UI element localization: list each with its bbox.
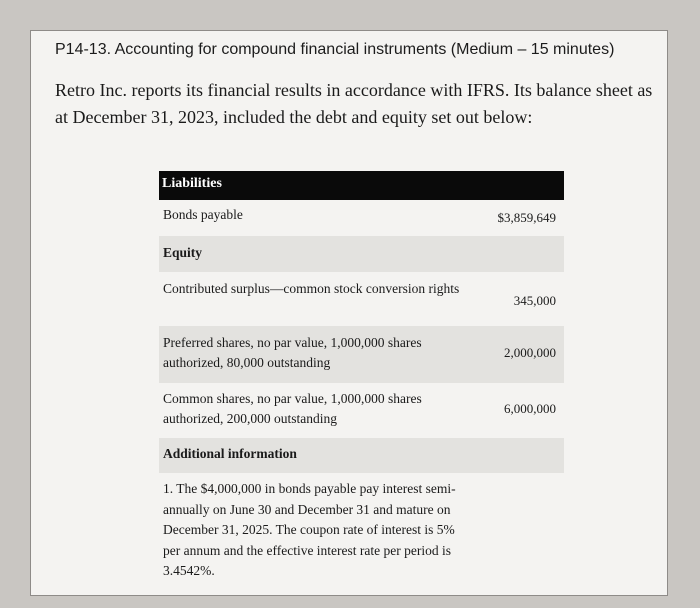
liabilities-header: Liabilities [162,176,222,191]
common-shares-row [159,383,564,438]
document-page [30,30,668,596]
contributed-surplus-amount: 345,000 [513,293,556,308]
bonds-label: Bonds payable [163,207,243,222]
equity-header: Equity [163,245,203,260]
additional-info-header: Additional information [163,446,297,461]
common-shares-label: Common shares, no par value, 1,000,000 shares authorized, 200,000 outstanding [163,391,422,426]
preferred-shares-amount: 2,000,000 [504,345,556,360]
bonds-row [159,200,564,236]
preferred-shares-label: Preferred shares, no par value, 1,000,000 shares authorized, 80,000 outstanding [163,335,422,370]
equity-header-row [159,236,564,272]
additional-info-header-row [159,438,564,473]
balance-sheet-table [159,171,564,593]
common-shares-amount: 6,000,000 [504,401,556,416]
contributed-surplus-label: Contributed surplus—common stock conversion rights [163,281,460,296]
problem-heading: P14-13. Accounting for compound financial instruments (Medium – 15 minutes) [55,41,615,58]
additional-info-item-1: 1. The $4,000,000 in bonds payable pay interest semi-annually on June 30 and December 31 and mature on December 31, 2025. The coupon rate of interest is 5% per annum and the effective interest rate per period is 3.4542%. [163,481,456,578]
additional-info-row [159,473,564,593]
liabilities-header-row [159,171,564,200]
preferred-shares-row [159,326,564,383]
bonds-amount: $3,859,649 [497,210,556,225]
contributed-surplus-row [159,272,564,326]
problem-intro: Retro Inc. reports its financial results in accordance with IFRS. Its balance sheet as at December 31, 2023, included the debt and equity set out below: [55,80,653,127]
